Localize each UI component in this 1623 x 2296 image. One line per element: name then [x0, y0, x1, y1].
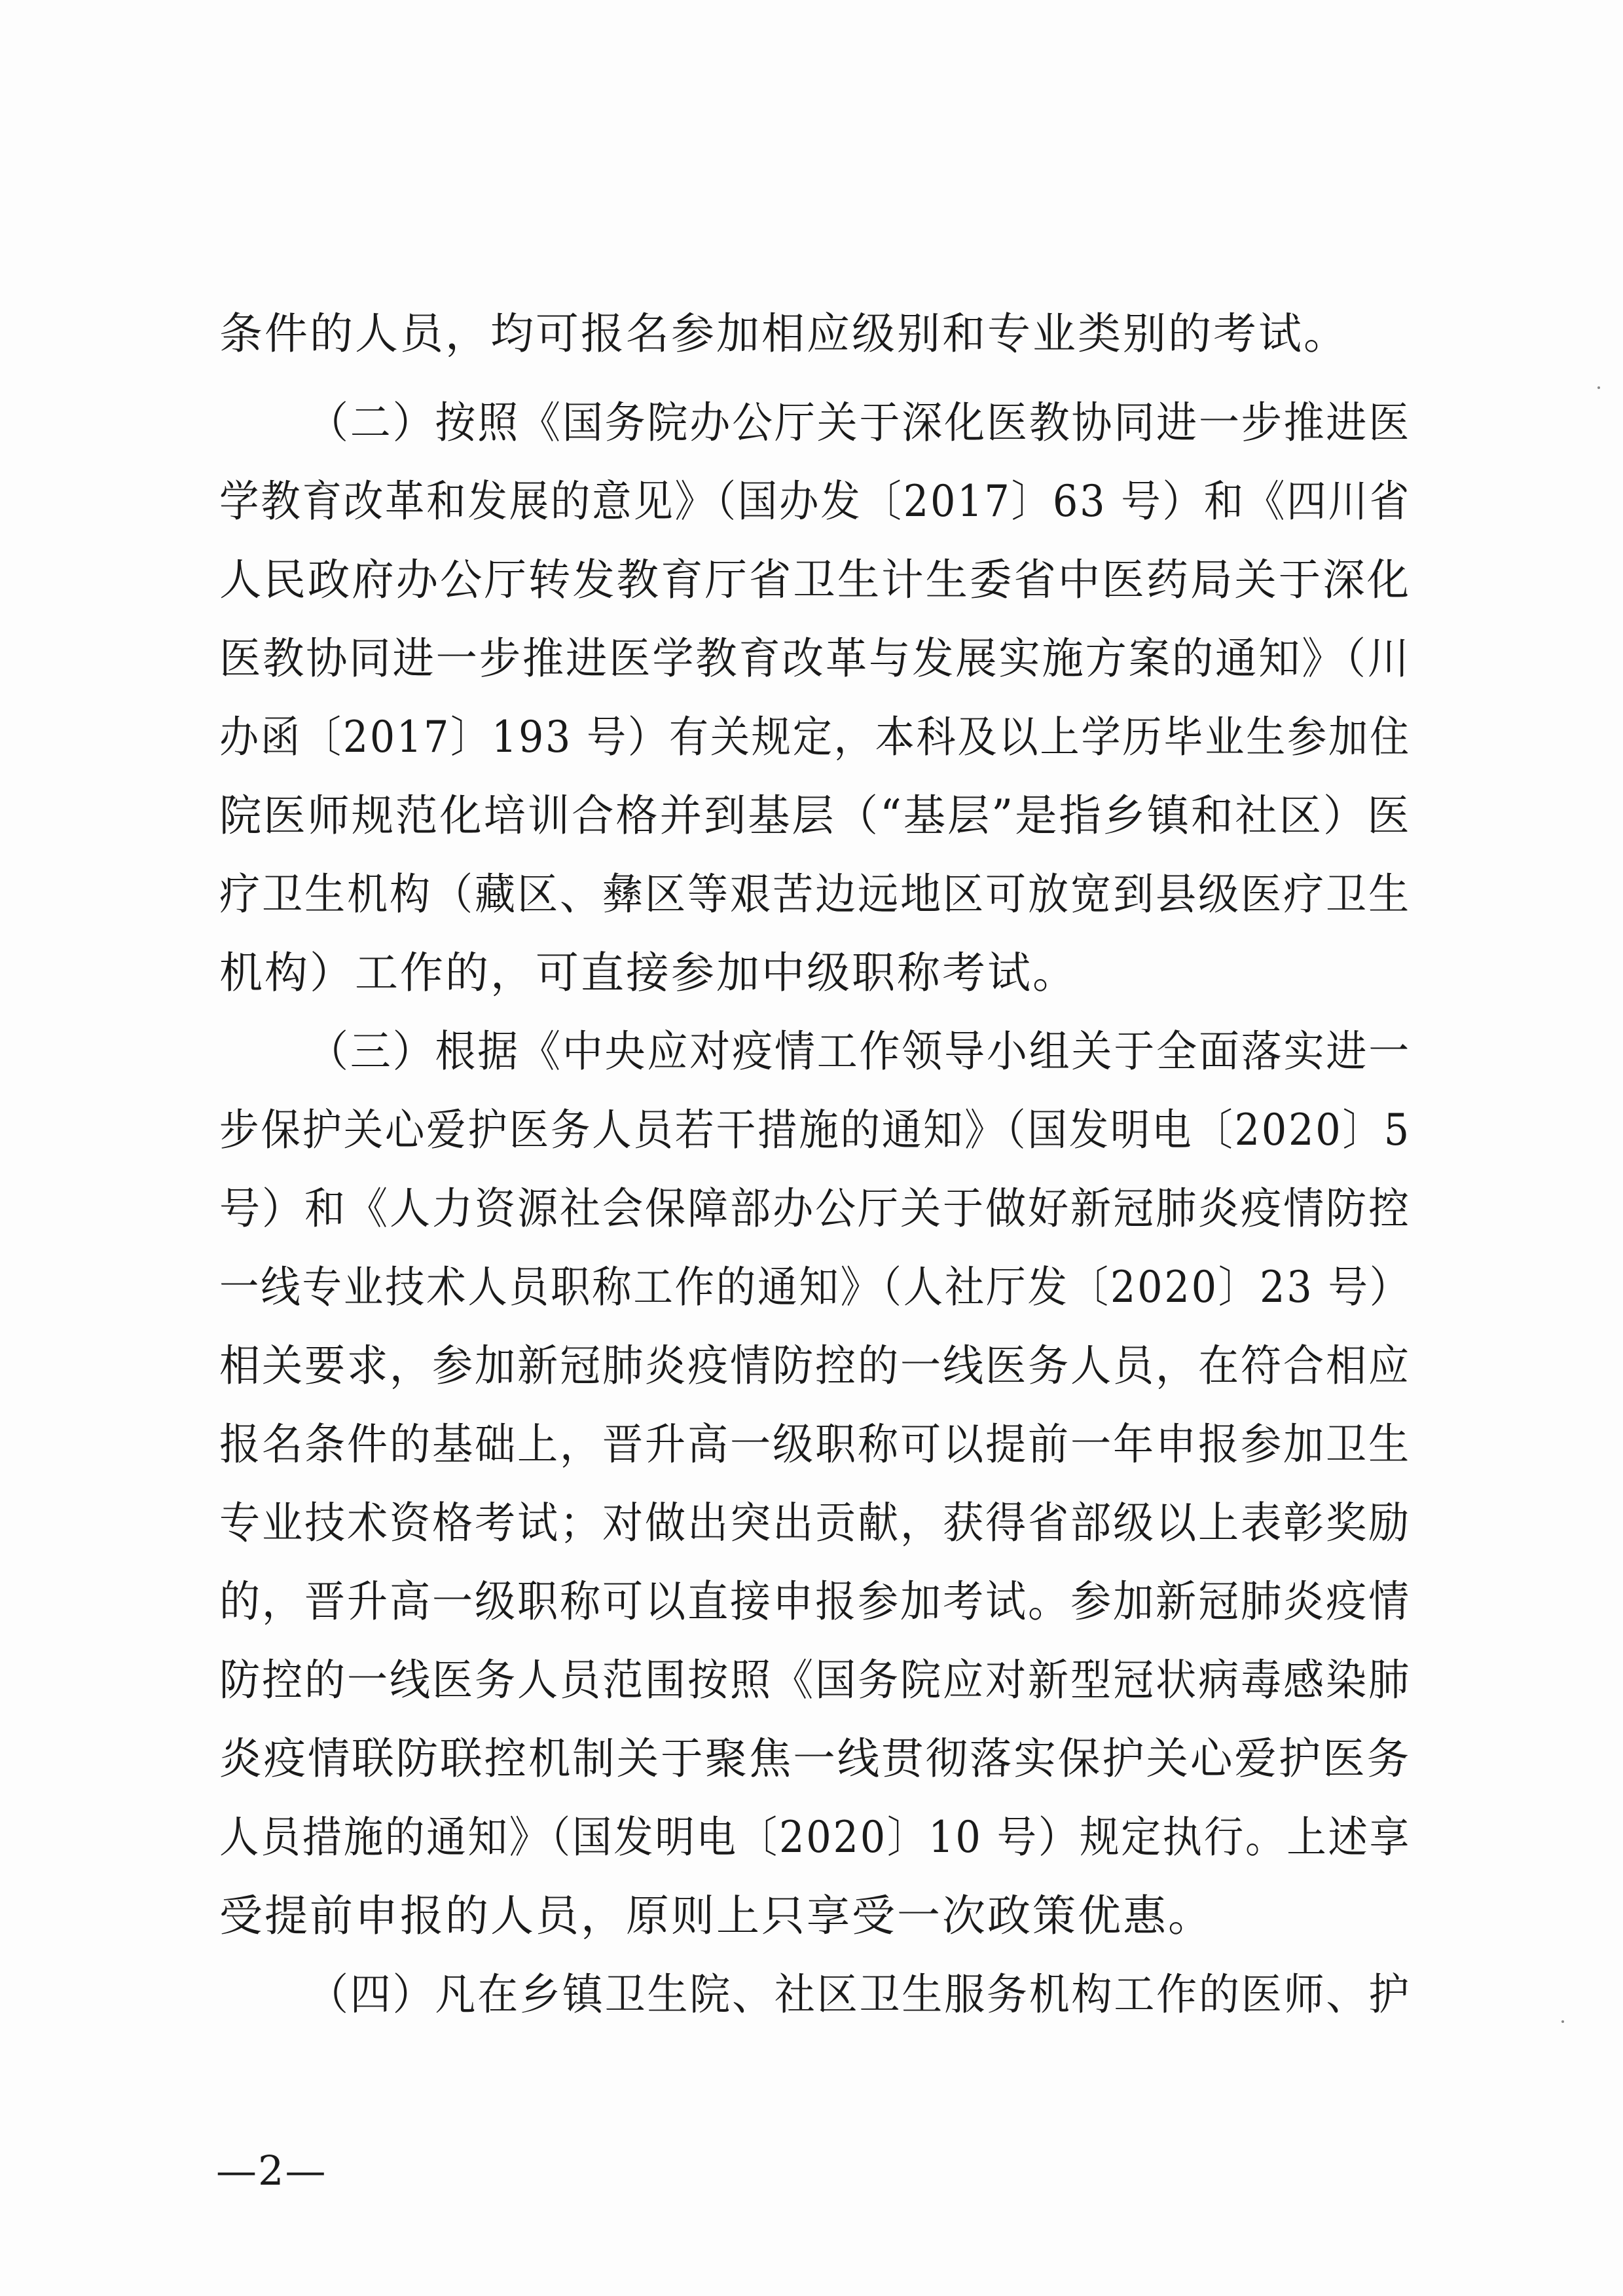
text-line: 条件的人员，均可报名参加相应级别和专业类别的考试。 [219, 308, 1349, 359]
scan-speck [1561, 2020, 1564, 2023]
page-number: —2— [216, 2147, 327, 2194]
text-line: 号）和《人力资源社会保障部办公厅关于做好新冠肺炎疫情防控 [219, 1183, 1411, 1234]
text-line: 人民政府办公厅转发教育厅省卫生计生委省中医药局关于深化 [219, 555, 1411, 605]
text-line: 人员措施的通知》（国发明电〔2020〕10 号）规定执行。上述享 [219, 1812, 1411, 1862]
text-line: 疗卫生机构（藏区、彝区等艰苦边远地区可放宽到县级医疗卫生 [219, 869, 1411, 919]
text-line: 的，晋升高一级职称可以直接申报参加考试。参加新冠肺炎疫情 [219, 1576, 1411, 1627]
paragraph-4-first-line: （四）凡在乡镇卫生院、社区卫生服务机构工作的医师、护 [308, 1969, 1411, 2020]
text-line: 院医师规范化培训合格并到基层（“基层”是指乡镇和社区）医 [219, 790, 1412, 841]
text-line: 办函〔2017〕193 号）有关规定，本科及以上学历毕业生参加住 [219, 712, 1411, 762]
text-line: 相关要求，参加新冠肺炎疫情防控的一线医务人员，在符合相应 [219, 1341, 1411, 1391]
text-line: 学教育改革和发展的意见》（国办发〔2017〕63 号）和《四川省 [219, 476, 1411, 527]
text-line: 专业技术资格考试；对做出突出贡献，获得省部级以上表彰奖励 [219, 1498, 1411, 1548]
text-line: 炎疫情联防联控机制关于聚焦一线贯彻落实保护关心爱护医务 [219, 1733, 1411, 1784]
paragraph-3-first-line: （三）根据《中央应对疫情工作领导小组关于全面落实进一 [308, 1026, 1411, 1077]
text-line: 机构）工作的，可直接参加中级职称考试。 [219, 948, 1078, 998]
scan-speck [1597, 386, 1600, 389]
text-line: 一线专业技术人员职称工作的通知》（人社厅发〔2020〕23 号） [219, 1262, 1411, 1312]
text-line: 步保护关心爱护医务人员若干措施的通知》（国发明电〔2020〕5 [219, 1105, 1411, 1155]
paragraph-2-first-line: （二）按照《国务院办公厅关于深化医教协同进一步推进医 [308, 398, 1411, 448]
text-line: 报名条件的基础上，晋升高一级职称可以提前一年申报参加卫生 [219, 1419, 1411, 1470]
text-line: 受提前申报的人员，原则上只享受一次政策优惠。 [219, 1891, 1213, 1941]
text-line: 防控的一线医务人员范围按照《国务院应对新型冠状病毒感染肺 [219, 1655, 1411, 1705]
text-line: 医教协同进一步推进医学教育改革与发展实施方案的通知》（川 [219, 633, 1411, 684]
